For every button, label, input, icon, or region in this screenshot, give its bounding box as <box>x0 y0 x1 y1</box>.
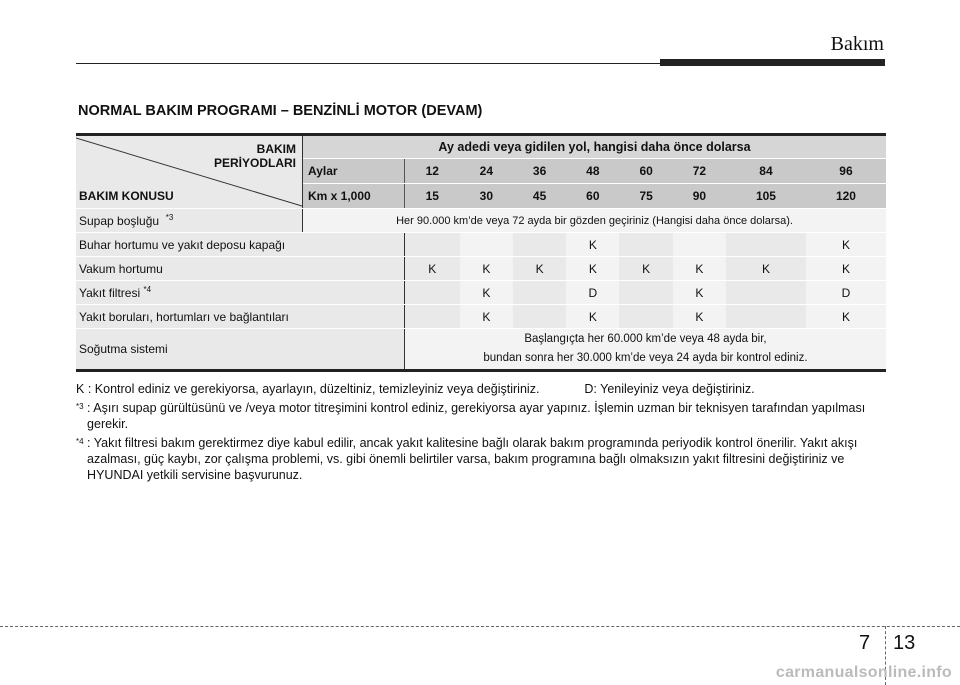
schedule-cell: K <box>566 233 619 257</box>
schedule-cell: K <box>673 257 726 281</box>
legend-k-text: : Kontrol ediniz ve gerekiyorsa, ayarlayın, düzeltiniz, temizleyiniz veya değiştiriniz. <box>87 382 540 396</box>
schedule-cell <box>673 233 726 257</box>
schedule-cell: K <box>460 305 513 329</box>
schedule-cell <box>619 281 672 305</box>
table-row <box>76 209 886 233</box>
schedule-cell: K <box>566 305 619 329</box>
month-cell: 60 <box>619 159 672 184</box>
table-row <box>76 233 886 257</box>
row-name-text: Yakıt filtresi <box>79 286 141 300</box>
months-label: Aylar <box>303 159 405 184</box>
km-cell: 30 <box>460 184 513 209</box>
schedule-cell: D <box>566 281 619 305</box>
schedule-cell: K <box>673 305 726 329</box>
km-cell: 60 <box>566 184 619 209</box>
legend-note-4 <box>76 435 888 483</box>
table-row <box>76 329 886 371</box>
schedule-cell <box>726 305 806 329</box>
row-name-lines: Yakıt boruları, hortumları ve bağlantıları <box>76 305 404 329</box>
table-corner-cell <box>76 135 303 209</box>
month-cell: 72 <box>673 159 726 184</box>
schedule-cell: K <box>566 257 619 281</box>
chapter-number: 7 <box>859 632 871 654</box>
table-row <box>76 281 886 305</box>
month-cell: 36 <box>513 159 566 184</box>
schedule-cell <box>513 305 566 329</box>
schedule-cell: K <box>806 233 886 257</box>
schedule-cell <box>619 305 672 329</box>
legend <box>76 381 888 486</box>
row-name-text: Supap boşluğu <box>79 214 160 228</box>
schedule-cell <box>619 233 672 257</box>
row-name-vapor: Buhar hortumu ve yakıt deposu kapağı <box>76 233 404 257</box>
legend-note-3-text: : Aşırı supap gürültüsünü ve /veya motor titreşimini kontrol ediniz, gerekiyorsa ayar yapınız. İşlemin uzman bir teknisyen tarafından yapılması gerekir. <box>87 401 866 431</box>
km-cell: 45 <box>513 184 566 209</box>
corner-label-top-1: BAKIM <box>256 142 296 156</box>
km-cell: 15 <box>404 184 459 209</box>
schedule-cell <box>726 233 806 257</box>
legend-note-4-mark: *4 <box>76 437 84 446</box>
cooling-note <box>404 329 886 371</box>
row-name-valve <box>76 209 303 233</box>
schedule-cell: K <box>404 257 459 281</box>
schedule-cell <box>513 233 566 257</box>
footnote-ref: *4 <box>143 285 152 294</box>
legend-k-mark: K <box>76 382 85 396</box>
month-cell: 96 <box>806 159 886 184</box>
schedule-cell <box>404 305 459 329</box>
section-title: NORMAL BAKIM PROGRAMI – BENZİNLİ MOTOR (DEVAM) <box>78 103 483 119</box>
schedule-cell: K <box>673 281 726 305</box>
schedule-cell <box>513 281 566 305</box>
span-header: Ay adedi veya gidilen yol, hangisi daha önce dolarsa <box>303 135 887 159</box>
month-cell: 84 <box>726 159 806 184</box>
km-label: Km x 1,000 <box>303 184 405 209</box>
footnote-ref: *3 <box>165 213 174 222</box>
schedule-cell: K <box>619 257 672 281</box>
schedule-cell: K <box>726 257 806 281</box>
legend-d-text: D: Yenileyiniz veya değiştiriniz. <box>584 382 755 396</box>
row-name-cooling: Soğutma sistemi <box>76 329 404 371</box>
km-cell: 105 <box>726 184 806 209</box>
maintenance-table <box>76 133 886 372</box>
table-row <box>76 257 886 281</box>
schedule-cell: K <box>460 257 513 281</box>
schedule-cell <box>460 233 513 257</box>
schedule-cell <box>404 233 459 257</box>
schedule-cell: K <box>513 257 566 281</box>
corner-label-top-2: PERİYODLARI <box>213 156 296 170</box>
legend-note-3-mark: *3 <box>76 402 84 411</box>
legend-note-4-text: : Yakıt filtresi bakım gerektirmez diye kabul edilir, ancak yakıt kalitesine bağlı olarak bakım programında periyodik kontrol önerilir. Yakıt akışı azalması, güç kaybı, zor çalışma problemi, vs. gibi önemli belirtiler varsa, bakım programına bağlı olmaksızın yakıt filtresini değiştiriniz ve HYUNDAI yetkili servisine başvurunuz. <box>87 436 858 482</box>
table-row <box>76 305 886 329</box>
legend-note-3 <box>76 400 888 432</box>
month-cell: 48 <box>566 159 619 184</box>
corner-label-bottom: BAKIM KONUSU <box>79 189 174 203</box>
schedule-cell: K <box>806 305 886 329</box>
valve-note: Her 90.000 km’de veya 72 ayda bir gözden geçiriniz (Hangisi daha önce dolarsa). <box>303 209 887 233</box>
schedule-cell: K <box>460 281 513 305</box>
schedule-cell: D <box>806 281 886 305</box>
month-cell: 12 <box>404 159 459 184</box>
km-cell: 75 <box>619 184 672 209</box>
km-cell: 90 <box>673 184 726 209</box>
corner-label-top <box>214 142 296 170</box>
footer-dashed-line <box>0 626 960 627</box>
schedule-cell <box>404 281 459 305</box>
km-cell: 120 <box>806 184 886 209</box>
header-thin-rule <box>76 63 660 64</box>
cooling-note-line-1: Başlangıçta her 60.000 km’de veya 48 ayda bir, <box>524 333 767 345</box>
month-cell: 24 <box>460 159 513 184</box>
page-number: 13 <box>893 632 916 654</box>
row-name-filter <box>76 281 404 305</box>
row-name-vacuum: Vakum hortumu <box>76 257 404 281</box>
header-thick-rule <box>660 59 885 66</box>
header-title: Bakım <box>830 33 884 55</box>
watermark: carmanualsonline.info <box>775 664 952 681</box>
legend-k <box>76 381 888 397</box>
schedule-cell <box>726 281 806 305</box>
schedule-cell: K <box>806 257 886 281</box>
cooling-note-line-2: bundan sonra her 30.000 km’de veya 24 ayda bir kontrol ediniz. <box>483 352 808 364</box>
